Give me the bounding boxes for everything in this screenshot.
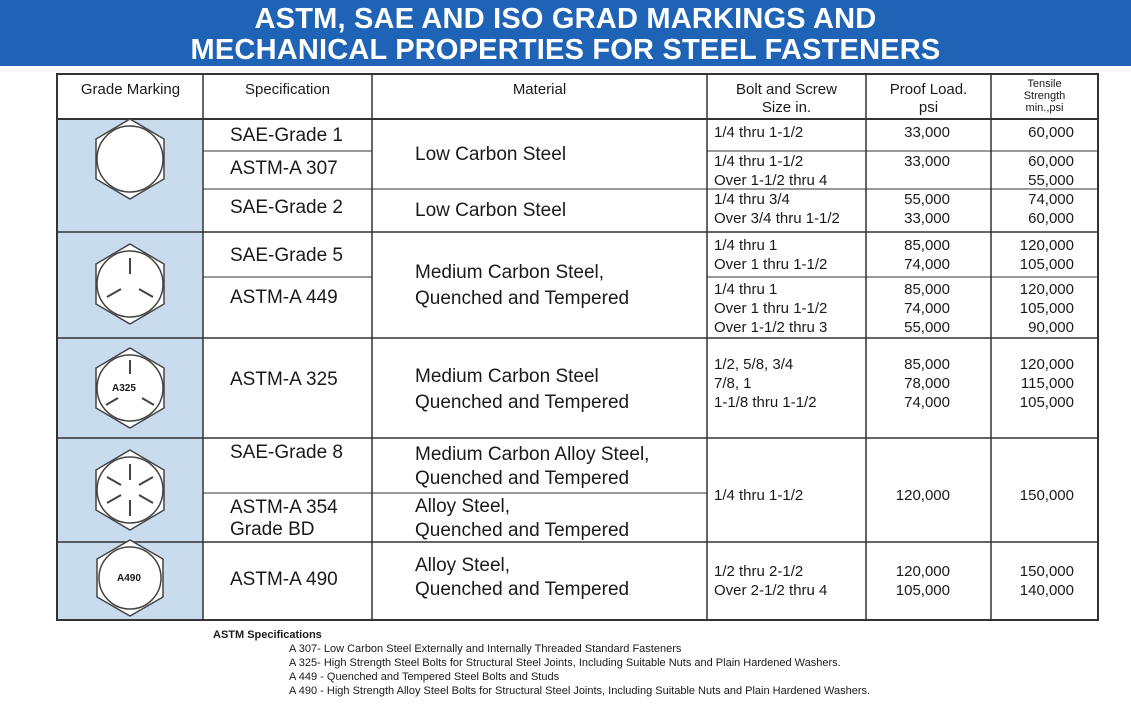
tensile-astm-a325: 120,000 115,000 105,000: [1019, 356, 1074, 411]
header-proof-load: Proof Load. psi: [889, 81, 968, 116]
proof-sae-grade-2: 55,000 33,000: [904, 191, 950, 227]
proof-grade-8-group: 120,000: [895, 487, 950, 504]
spec-astm-a325: ASTM-A 325: [230, 369, 338, 390]
tensile-astm-a449: 120,000 105,000 90,000: [1019, 281, 1074, 336]
header-material: Material: [512, 81, 567, 98]
title-line-1: ASTM, SAE AND ISO GRAD MARKINGS AND: [254, 3, 877, 35]
notes-title: ASTM Specifications: [213, 629, 322, 641]
material-astm-a490: Alloy Steel, Quenched and Tempered: [415, 555, 630, 600]
material-sae-grade-2: Low Carbon Steel: [415, 200, 567, 221]
size-grade-8-group: 1/4 thru 1-1/2: [714, 487, 804, 504]
tensile-astm-a307: 60,000 55,000: [1028, 153, 1074, 189]
size-sae-grade-2: 1/4 thru 3/4 Over 3/4 thru 1-1/2: [714, 191, 840, 227]
material-astm-a325: Medium Carbon Steel Quenched and Tempered: [415, 366, 630, 413]
spec-sae-grade-2: SAE-Grade 2: [230, 197, 343, 218]
header-grade-marking: Grade Marking: [80, 81, 181, 98]
tensile-grade-8-group: 150,000: [1019, 487, 1074, 504]
material-astm-a354: Alloy Steel, Quenched and Tempered: [415, 496, 630, 541]
spec-sae-grade-1: SAE-Grade 1: [230, 125, 343, 146]
astm-notes: [213, 628, 870, 698]
spec-sae-grade-5: SAE-Grade 5: [230, 245, 343, 266]
proof-sae-grade-1: 33,000: [904, 124, 950, 141]
note-line: A 307- Low Carbon Steel Externally and Internally Threaded Standard Fasteners: [289, 643, 682, 655]
proof-astm-a490: 120,000 105,000: [895, 563, 950, 599]
title-line-2: MECHANICAL PROPERTIES FOR STEEL FASTENERS: [190, 34, 941, 66]
spec-astm-a490: ASTM-A 490: [230, 569, 338, 590]
size-astm-a325: 1/2, 5/8, 3/4 7/8, 1 1-1/8 thru 1-1/2: [714, 356, 817, 411]
header-bolt-size: Bolt and Screw Size in.: [736, 81, 837, 116]
proof-astm-a325: 85,000 78,000 74,000: [904, 356, 950, 411]
tensile-astm-a490: 150,000 140,000: [1019, 563, 1074, 599]
note-line: A 490 - High Strength Alloy Steel Bolts for Structural Steel Joints, Including Suitable Nuts and Plain Hardened Washers.: [289, 685, 871, 697]
marking-label-a325: A325: [112, 383, 136, 394]
header-tensile: Tensile Strength min.,psi: [1023, 78, 1066, 114]
tensile-sae-grade-2: 74,000 60,000: [1028, 191, 1074, 227]
header-specification: Specification: [244, 81, 331, 98]
material-medium-carbon-1: Medium Carbon Steel, Quenched and Tempered: [415, 262, 630, 309]
proof-astm-a449: 85,000 74,000 55,000: [904, 281, 950, 336]
size-astm-a307: 1/4 thru 1-1/2 Over 1-1/2 thru 4: [714, 153, 828, 189]
size-sae-grade-1: 1/4 thru 1-1/2: [714, 124, 804, 141]
spec-astm-a354: ASTM-A 354 Grade BD: [230, 497, 338, 540]
proof-astm-a307: 33,000: [904, 153, 950, 170]
proof-sae-grade-5: 85,000 74,000: [904, 237, 950, 273]
material-low-carbon-1: Low Carbon Steel: [415, 144, 567, 165]
note-line: A 325- High Strength Steel Bolts for Structural Steel Joints, Including Suitable Nuts and Plain Hardened Washers.: [289, 657, 841, 669]
size-sae-grade-5: 1/4 thru 1 Over 1 thru 1-1/2: [714, 237, 828, 273]
spec-astm-a307: ASTM-A 307: [230, 158, 338, 179]
spec-astm-a449: ASTM-A 449: [230, 287, 338, 308]
size-astm-a449: 1/4 thru 1 Over 1 thru 1-1/2 Over 1-1/2 thru 3: [714, 281, 828, 336]
note-line: A 449 - Quenched and Tempered Steel Bolts and Studs: [289, 671, 560, 683]
tensile-sae-grade-1: 60,000: [1028, 124, 1074, 141]
marking-label-a490: A490: [117, 573, 141, 584]
material-sae-grade-8: Medium Carbon Alloy Steel, Quenched and Tempered: [415, 444, 650, 489]
spec-sae-grade-8: SAE-Grade 8: [230, 442, 343, 463]
size-astm-a490: 1/2 thru 2-1/2 Over 2-1/2 thru 4: [714, 563, 828, 599]
tensile-sae-grade-5: 120,000 105,000: [1019, 237, 1074, 273]
